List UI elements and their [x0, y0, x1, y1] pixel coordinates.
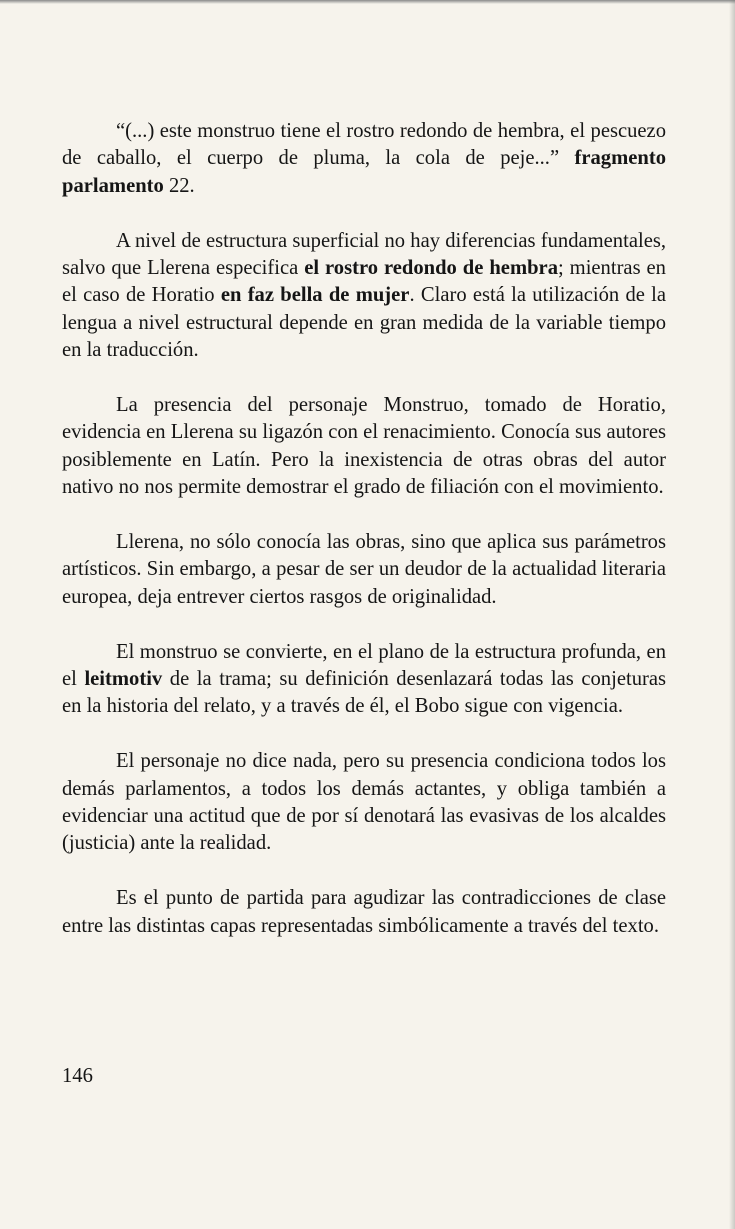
paragraph-character	[62, 748, 666, 858]
text-segment: A nivel de estructura superficial no hay diferencias fundamentales, salvo que Llerena especifica	[62, 229, 666, 280]
text-segment: “(...) este monstruo tiene el rostro redondo de hembra, el pescuezo de caballo, el cuerpo de pluma, la cola de peje...”	[62, 120, 666, 170]
paragraph-starting-point	[62, 885, 666, 940]
paragraph-structure	[62, 228, 666, 365]
bold-segment: el rostro redondo de hembra	[304, 257, 558, 280]
text-segment: . Claro está la utilización de la lengua a nivel estructural depende en gran medida de la variable tiempo en la traducción.	[62, 284, 666, 362]
page-number: 146	[62, 1065, 93, 1087]
bold-segment: fragmento parlamento	[62, 147, 666, 197]
page-edge-shadow	[0, 0, 735, 4]
text-segment: Es el punto de partida para agudizar las contradicciones de clase entre las distintas capas representadas simbólicamente a través del texto.	[62, 887, 666, 937]
paragraph-llerena	[62, 529, 666, 611]
text-segment: 22.	[163, 174, 195, 197]
text-segment: Llerena, no sólo conocía las obras, sino que aplica sus parámetros artísticos. Sin embargo, a pesar de ser un deudor de la actualidad literaria europea, deja entrever ciertos rasgos de originalidad.	[62, 531, 666, 608]
text-segment: de la trama; su definición desenlazará todas las conjeturas en la historia del relato, y a través de él, el Bobo sigue con vigencia.	[62, 668, 667, 718]
paragraph-presence	[62, 392, 666, 502]
text-segment: ; mientras en el caso de Horatio	[62, 257, 666, 307]
paragraph-quote	[62, 118, 666, 200]
bold-segment: en faz bella de mujer	[220, 284, 410, 307]
body-text	[62, 118, 666, 967]
paragraph-monster	[62, 639, 666, 721]
text-segment: El monstruo se convierte, en el plano de la estructura profunda, en el	[62, 640, 666, 691]
text-segment: El personaje no dice nada, pero su presencia condiciona todos los demás parlamentos, a todos los demás actantes, y obliga también a evidenciar una actitud que de por sí denotará las evasivas de los alcaldes (justicia) ante la realidad.	[62, 750, 666, 855]
text-segment: La presencia del personaje Monstruo, tomado de Horatio, evidencia en Llerena su ligazón con el renacimiento. Conocía sus autores posiblemente en Latín. Pero la inexistencia de otras obras del autor nativo no nos permite demostrar el grado de filiación con el movimiento.	[62, 394, 666, 499]
page-gutter-shadow	[729, 0, 735, 1229]
bold-segment: leitmotiv	[84, 668, 163, 691]
